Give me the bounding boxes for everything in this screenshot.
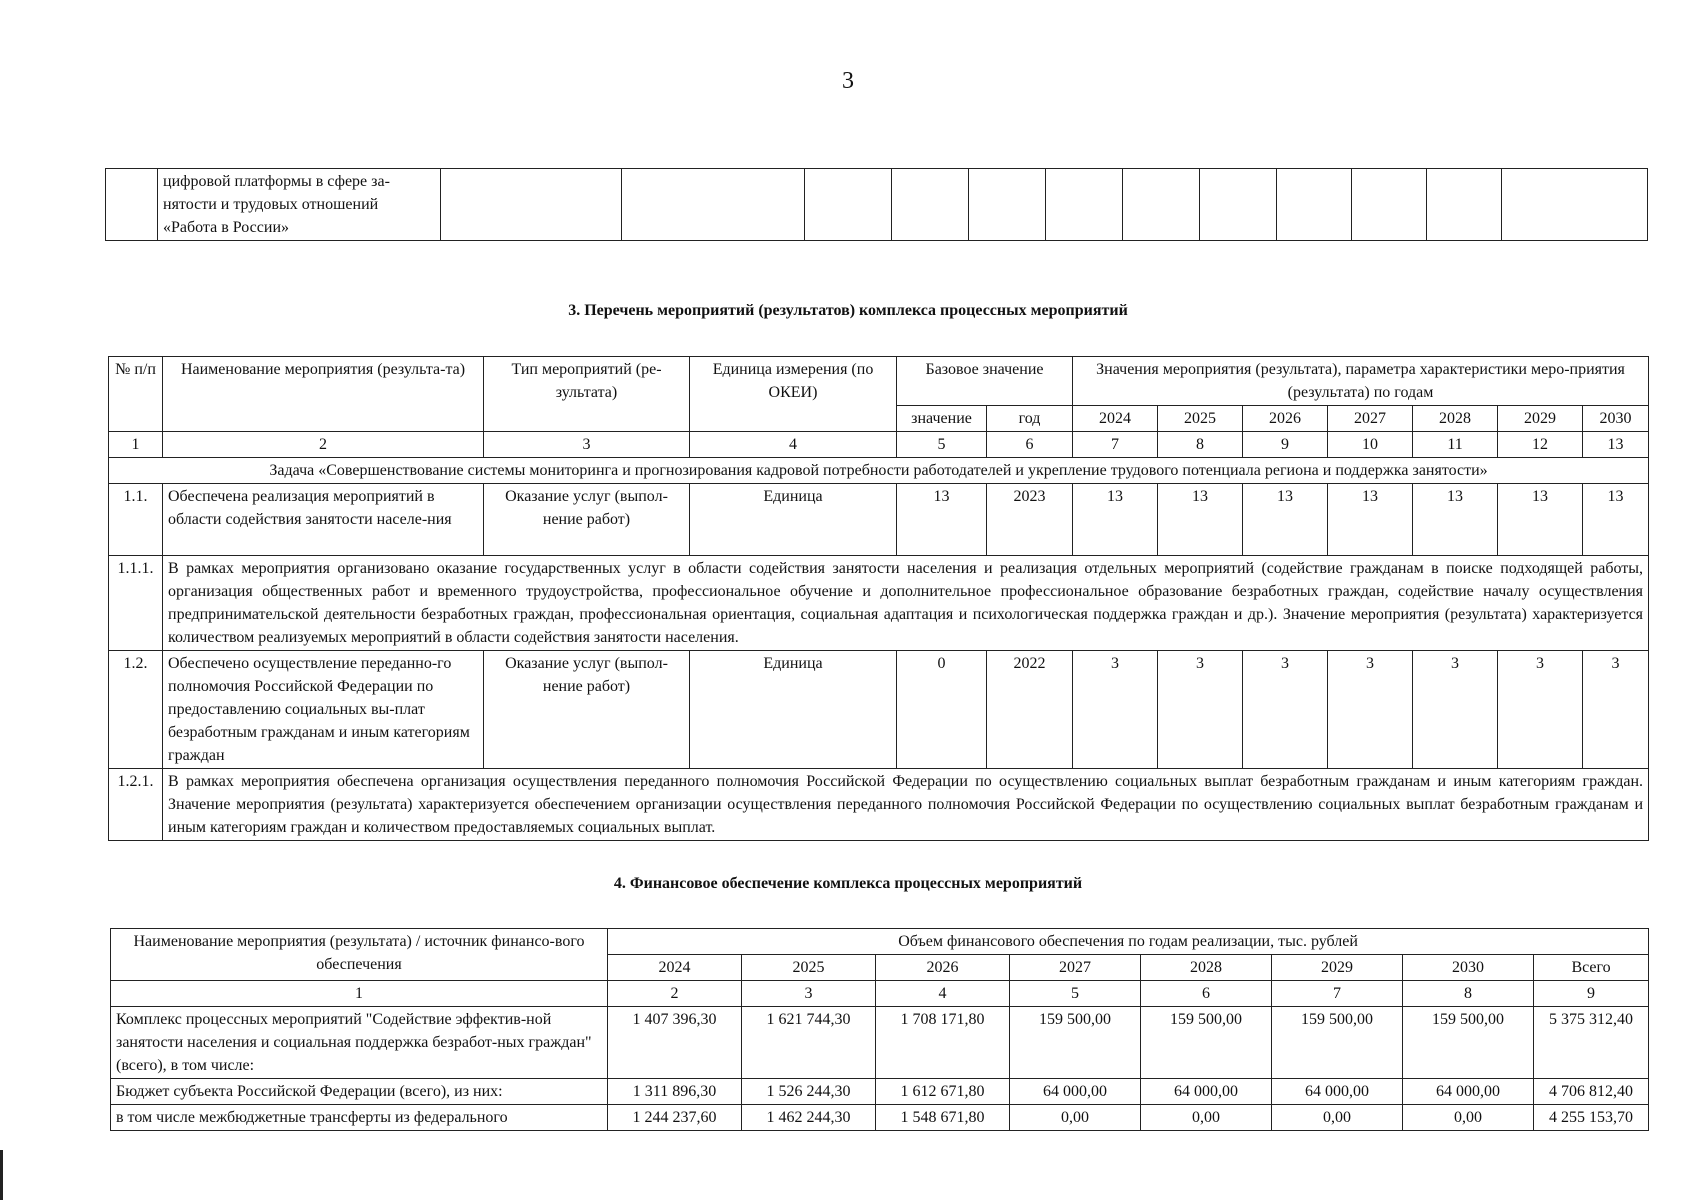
note-num: 1.2.1. <box>109 769 163 841</box>
col-number: 8 <box>1158 432 1243 458</box>
header-type: Тип мероприятий (ре-зультата) <box>484 357 690 432</box>
fin-header-year: 2030 <box>1403 955 1534 981</box>
header-base-year: год <box>987 406 1073 432</box>
empty-cell <box>1200 169 1277 241</box>
fin-value: 159 500,00 <box>1403 1007 1534 1079</box>
fin-value: 1 462 244,30 <box>742 1105 876 1131</box>
note-row <box>109 556 1649 651</box>
row-unit: Единица <box>690 651 897 769</box>
header-year: 2029 <box>1498 406 1583 432</box>
col-number: 3 <box>484 432 690 458</box>
fin-column-number-row <box>111 981 1649 1007</box>
section4-title: 4. Финансовое обеспечение комплекса процессных мероприятий <box>613 875 1083 892</box>
fin-value-total: 4 255 153,70 <box>1534 1105 1649 1131</box>
header-year: 2027 <box>1328 406 1413 432</box>
fin-value: 159 500,00 <box>1272 1007 1403 1079</box>
row-value: 13 <box>1413 484 1498 556</box>
fin-row-name: в том числе межбюджетные трансферты из федерального <box>111 1105 608 1131</box>
section3-title: 3. Перечень мероприятий (результатов) комплекса процессных мероприятий <box>568 302 1128 319</box>
fin-value: 1 708 171,80 <box>876 1007 1010 1079</box>
col-number: 7 <box>1073 432 1158 458</box>
row-value: 13 <box>1158 484 1243 556</box>
header-year: 2028 <box>1413 406 1498 432</box>
empty-cell <box>969 169 1046 241</box>
fin-value: 1 548 671,80 <box>876 1105 1010 1131</box>
row-name: Обеспечено осуществление переданно-го полномочия Российской Федерации по предоставлению социальных вы-плат безработным гражданам и иным категориям граждан <box>163 651 484 769</box>
row-name: Обеспечена реализация мероприятий в области содействия занятости населе-ния <box>163 484 484 556</box>
row-value: 13 <box>1583 484 1649 556</box>
fin-value: 0,00 <box>1403 1105 1534 1131</box>
financing-table <box>110 928 1649 1131</box>
col-number: 1 <box>109 432 163 458</box>
col-number: 11 <box>1413 432 1498 458</box>
header-base: Базовое значение <box>897 357 1073 406</box>
header-year: 2025 <box>1158 406 1243 432</box>
fin-value: 0,00 <box>1272 1105 1403 1131</box>
fin-header-name: Наименование мероприятия (результата) / источник финансо-вого обеспечения <box>111 929 608 981</box>
col-number: 12 <box>1498 432 1583 458</box>
col-number: 3 <box>742 981 876 1007</box>
fin-value: 0,00 <box>1141 1105 1272 1131</box>
table-row <box>111 1007 1649 1079</box>
row-value: 3 <box>1328 651 1413 769</box>
row-value: 3 <box>1583 651 1649 769</box>
fin-value: 64 000,00 <box>1403 1079 1534 1105</box>
col-number: 2 <box>163 432 484 458</box>
fin-value: 0,00 <box>1010 1105 1141 1131</box>
header-base-value: значение <box>897 406 987 432</box>
col-number: 10 <box>1328 432 1413 458</box>
row-base-year: 2022 <box>987 651 1073 769</box>
header-num: № п/п <box>109 357 163 432</box>
table-row <box>109 484 1649 556</box>
fin-row-name: Комплекс процессных мероприятий "Содействие эффектив-ной занятости населения и социальная поддержка безработ-ных граждан" (всего), в том числе: <box>111 1007 608 1079</box>
empty-cell <box>1123 169 1200 241</box>
continuation-name-cell <box>158 169 441 241</box>
row-type: Оказание услуг (выпол-нение работ) <box>484 484 690 556</box>
row-value: 13 <box>1073 484 1158 556</box>
fin-header-year: 2026 <box>876 955 1010 981</box>
continuation-line: нятости и трудовых отношений <box>163 196 379 213</box>
fin-value: 159 500,00 <box>1141 1007 1272 1079</box>
row-value: 3 <box>1498 651 1583 769</box>
fin-header-year: 2029 <box>1272 955 1403 981</box>
table-row <box>111 1079 1649 1105</box>
row-base-value: 0 <box>897 651 987 769</box>
row-type: Оказание услуг (выпол-нение работ) <box>484 651 690 769</box>
measures-table <box>108 356 1649 841</box>
row-value: 3 <box>1413 651 1498 769</box>
column-number-row <box>109 432 1649 458</box>
fin-value: 64 000,00 <box>1272 1079 1403 1105</box>
fin-value: 1 244 237,60 <box>608 1105 742 1131</box>
fin-value: 1 407 396,30 <box>608 1007 742 1079</box>
note-num: 1.1.1. <box>109 556 163 651</box>
note-text: В рамках мероприятия обеспечена организация осуществления переданного полномочия Российской Федерации по осуществлению социальных выплат безработным гражданам и иным категориям граждан. Значение мероприятия (результата) характеризуется обеспечением организации осуществления переданного полномочия Российской Федерации по осуществлению социальных выплат безработным гражданам и иным категориям граждан и количеством предоставляемых социальных выплат. <box>163 769 1649 841</box>
col-number: 9 <box>1243 432 1328 458</box>
empty-cell <box>892 169 969 241</box>
fin-value: 1 311 896,30 <box>608 1079 742 1105</box>
empty-cell <box>1352 169 1427 241</box>
col-number: 4 <box>690 432 897 458</box>
row-num: 1.1. <box>109 484 163 556</box>
fin-value: 1 612 671,80 <box>876 1079 1010 1105</box>
fin-header-year: 2024 <box>608 955 742 981</box>
col-number: 6 <box>1141 981 1272 1007</box>
fin-value-total: 5 375 312,40 <box>1534 1007 1649 1079</box>
empty-cell <box>1277 169 1352 241</box>
header-unit: Единица измерения (по ОКЕИ) <box>690 357 897 432</box>
fin-value: 1 621 744,30 <box>742 1007 876 1079</box>
table-row <box>111 1105 1649 1131</box>
fin-value-total: 4 706 812,40 <box>1534 1079 1649 1105</box>
empty-cell <box>1502 169 1648 241</box>
continuation-num-cell <box>106 169 158 241</box>
col-number: 9 <box>1534 981 1649 1007</box>
header-values: Значения мероприятия (результата), параметра характеристики меро-приятия (результата) по годам <box>1073 357 1649 406</box>
scan-edge-mark <box>0 1150 3 1200</box>
header-year: 2026 <box>1243 406 1328 432</box>
row-value: 13 <box>1328 484 1413 556</box>
page-number: 3 <box>842 68 854 94</box>
col-number: 2 <box>608 981 742 1007</box>
fin-header-year: 2028 <box>1141 955 1272 981</box>
row-base-year: 2023 <box>987 484 1073 556</box>
header-year: 2024 <box>1073 406 1158 432</box>
fin-header-total: Всего <box>1534 955 1649 981</box>
empty-cell <box>1427 169 1502 241</box>
col-number: 13 <box>1583 432 1649 458</box>
fin-value: 64 000,00 <box>1141 1079 1272 1105</box>
task-row: Задача «Совершенствование системы мониторинга и прогнозирования кадровой потребности работодателей и укрепление трудового потенциала региона и поддержка занятости» <box>109 458 1649 484</box>
col-number: 5 <box>1010 981 1141 1007</box>
row-value: 13 <box>1498 484 1583 556</box>
col-number: 8 <box>1403 981 1534 1007</box>
col-number: 6 <box>987 432 1073 458</box>
empty-cell <box>1046 169 1123 241</box>
note-text: В рамках мероприятия организовано оказание государственных услуг в области содействия занятости населения и реализация отдельных мероприятий (содействие гражданам в поиске подходящей работы, организация общественных работ и временного трудоустройства, профессиональное обучение и дополнительное профессиональное образование безработных граждан, содействие началу осуществления предпринимательской деятельности безработных граждан, профессиональная ориентация, социальная адаптация и психологическая поддержка граждан и др.). Значение мероприятия (результата) характеризуется количеством реализуемых мероприятий в области содействия занятости населения. <box>163 556 1649 651</box>
row-num: 1.2. <box>109 651 163 769</box>
empty-cell <box>441 169 622 241</box>
note-row <box>109 769 1649 841</box>
row-value: 3 <box>1158 651 1243 769</box>
col-number: 7 <box>1272 981 1403 1007</box>
fin-header-volume: Объем финансового обеспечения по годам реализации, тыс. рублей <box>608 929 1649 955</box>
header-year: 2030 <box>1583 406 1649 432</box>
col-number: 4 <box>876 981 1010 1007</box>
col-number: 5 <box>897 432 987 458</box>
row-value: 13 <box>1243 484 1328 556</box>
row-value: 3 <box>1243 651 1328 769</box>
empty-cell <box>622 169 805 241</box>
fin-value: 159 500,00 <box>1010 1007 1141 1079</box>
continuation-line: «Работа в России» <box>163 219 289 236</box>
row-value: 3 <box>1073 651 1158 769</box>
col-number: 1 <box>111 981 608 1007</box>
header-name: Наименование мероприятия (результа-та) <box>163 357 484 432</box>
empty-cell <box>805 169 892 241</box>
fin-header-year: 2025 <box>742 955 876 981</box>
fin-value: 64 000,00 <box>1010 1079 1141 1105</box>
fin-header-year: 2027 <box>1010 955 1141 981</box>
fin-row-name: Бюджет субъекта Российской Федерации (всего), из них: <box>111 1079 608 1105</box>
continuation-line: цифровой платформы в сфере за- <box>163 173 390 190</box>
row-unit: Единица <box>690 484 897 556</box>
continuation-table <box>105 168 1648 241</box>
fin-value: 1 526 244,30 <box>742 1079 876 1105</box>
table-row <box>109 651 1649 769</box>
row-base-value: 13 <box>897 484 987 556</box>
